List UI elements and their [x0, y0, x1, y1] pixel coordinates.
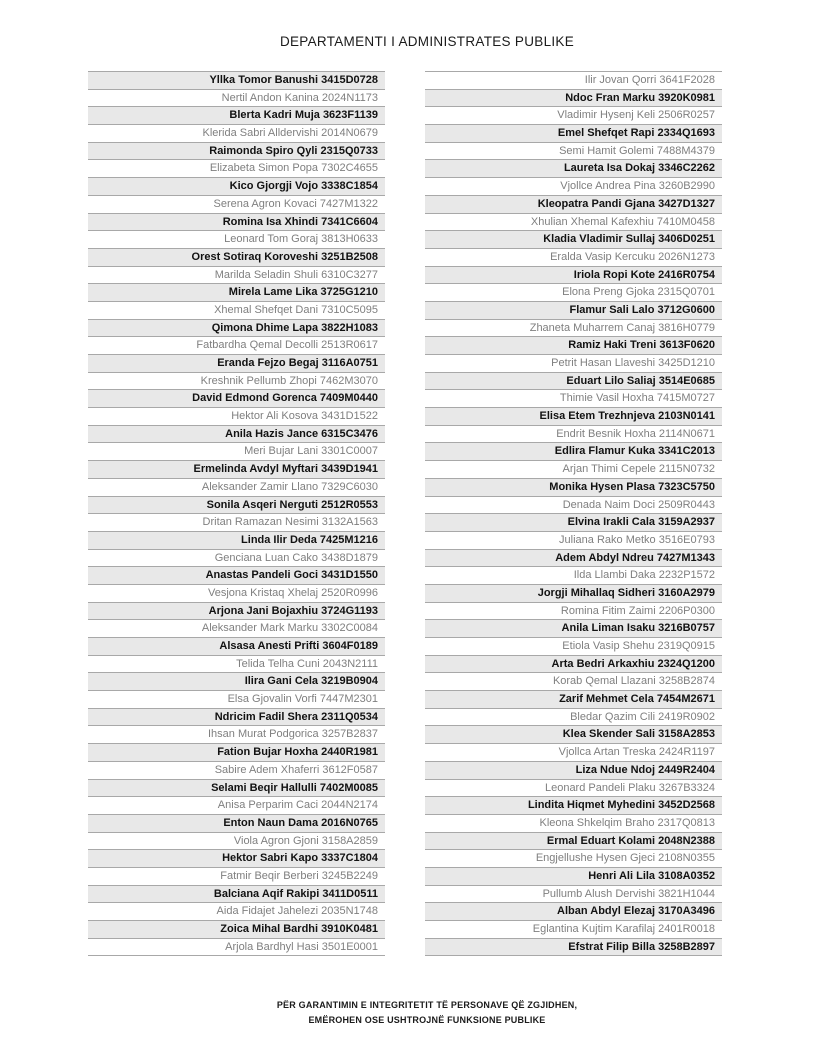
page-title: DEPARTAMENTI I ADMINISTRATES PUBLIKE [279, 34, 575, 49]
table-row: Ilira Gani Cela 3219B0904 [88, 673, 385, 691]
footer-line-2: EMËROHEN OSE USHTROJNË FUNKSIONE PUBLIKE [308, 1014, 546, 1025]
table-row: Orest Sotiraq Koroveshi 3251B2508 [88, 249, 385, 267]
table-row: Aida Fidajet Jahelezi 2035N1748 [88, 903, 385, 921]
table-row: Emel Shefqet Rapi 2334Q1693 [425, 125, 722, 143]
table-row: Arta Bedri Arkaxhiu 2324Q1200 [425, 656, 722, 674]
table-row: Adem Abdyl Ndreu 7427M1343 [425, 550, 722, 568]
table-row: Eranda Fejzo Begaj 3116A0751 [88, 355, 385, 373]
table-row: Balciana Aqif Rakipi 3411D0511 [88, 886, 385, 904]
table-row: Xhemal Shefqet Dani 7310C5095 [88, 302, 385, 320]
table-row: Laureta Isa Dokaj 3346C2262 [425, 160, 722, 178]
table-row: Ndricim Fadil Shera 2311Q0534 [88, 709, 385, 727]
roster-column-right [425, 71, 722, 956]
table-row: Henri Ali Lila 3108A0352 [425, 868, 722, 886]
table-row: Genciana Luan Cako 3438D1879 [88, 550, 385, 568]
table-row: Ramiz Haki Treni 3613F0620 [425, 337, 722, 355]
table-row: Vladimir Hysenj Keli 2506R0257 [425, 107, 722, 125]
table-row: Eduart Lilo Saliaj 3514E0685 [425, 373, 722, 391]
table-row: Aleksander Mark Marku 3302C0084 [88, 620, 385, 638]
table-row: Petrit Hasan Llaveshi 3425D1210 [425, 355, 722, 373]
table-row: Yllka Tomor Banushi 3415D0728 [88, 72, 385, 90]
table-row: Serena Agron Kovaci 7427M1322 [88, 196, 385, 214]
table-row: Ndoc Fran Marku 3920K0981 [425, 90, 722, 108]
table-row: Kladia Vladimir Sullaj 3406D0251 [425, 231, 722, 249]
table-row: Juliana Rako Metko 3516E0793 [425, 532, 722, 550]
table-row: Enton Naun Dama 2016N0765 [88, 815, 385, 833]
table-row: Leonard Tom Goraj 3813H0633 [88, 231, 385, 249]
table-row: Zarif Mehmet Cela 7454M2671 [425, 691, 722, 709]
table-row: Pullumb Alush Dervishi 3821H1044 [425, 886, 722, 904]
table-row: Lindita Hiqmet Myhedini 3452D2568 [425, 797, 722, 815]
table-row: Kico Gjorgji Vojo 3338C1854 [88, 178, 385, 196]
table-row: Elisa Etem Trezhnjeva 2103N0141 [425, 408, 722, 426]
table-row: Ilda Llambi Daka 2232P1572 [425, 567, 722, 585]
table-row: Anila Hazis Jance 6315C3476 [88, 426, 385, 444]
table-row: Eglantina Kujtim Karafilaj 2401R0018 [425, 921, 722, 939]
table-row: Flamur Sali Lalo 3712G0600 [425, 302, 722, 320]
table-row: Arjona Jani Bojaxhiu 3724G1193 [88, 603, 385, 621]
table-row: Alban Abdyl Elezaj 3170A3496 [425, 903, 722, 921]
table-row: Kleopatra Pandi Gjana 3427D1327 [425, 196, 722, 214]
table-row: Blerta Kadri Muja 3623F1139 [88, 107, 385, 125]
footer-line-1: PËR GARANTIMIN E INTEGRITETIT TË PERSONAVE QË ZGJIDHEN, [276, 1000, 578, 1010]
table-row: Zoica Mihal Bardhi 3910K0481 [88, 921, 385, 939]
table-row: Vesjona Kristaq Xhelaj 2520R0996 [88, 585, 385, 603]
table-row: Bledar Qazim Cili 2419R0902 [425, 709, 722, 727]
table-row: Anisa Perparim Caci 2044N2174 [88, 797, 385, 815]
table-row: Monika Hysen Plasa 7323C5750 [425, 479, 722, 497]
table-row: Nertil Andon Kanina 2024N1173 [88, 90, 385, 108]
table-row: Jorgji Mihallaq Sidheri 3160A2979 [425, 585, 722, 603]
table-row: Fation Bujar Hoxha 2440R1981 [88, 744, 385, 762]
table-row: Vjollce Andrea Pina 3260B2990 [425, 178, 722, 196]
roster-columns [88, 71, 722, 956]
table-row: Mirela Lame Lika 3725G1210 [88, 284, 385, 302]
table-row: Elvina Irakli Cala 3159A2937 [425, 514, 722, 532]
table-row: Hektor Ali Kosova 3431D1522 [88, 408, 385, 426]
table-row: Raimonda Spiro Qyli 2315Q0733 [88, 143, 385, 161]
table-row: Edlira Flamur Kuka 3341C2013 [425, 443, 722, 461]
table-row: Anila Liman Isaku 3216B0757 [425, 620, 722, 638]
table-row: Arjola Bardhyl Hasi 3501E0001 [88, 939, 385, 957]
table-row: Efstrat Filip Billa 3258B2897 [425, 939, 722, 957]
table-row: Engjellushe Hysen Gjeci 2108N0355 [425, 850, 722, 868]
table-row: Eralda Vasip Kercuku 2026N1273 [425, 249, 722, 267]
table-row: Etiola Vasip Shehu 2319Q0915 [425, 638, 722, 656]
table-row: Korab Qemal Llazani 3258B2874 [425, 673, 722, 691]
table-row: Sabire Adem Xhaferri 3612F0587 [88, 762, 385, 780]
table-row: Klea Skender Sali 3158A2853 [425, 726, 722, 744]
table-row: Leonard Pandeli Plaku 3267B3324 [425, 780, 722, 798]
table-row: Hektor Sabri Kapo 3337C1804 [88, 850, 385, 868]
table-row: Liza Ndue Ndoj 2449R2404 [425, 762, 722, 780]
table-row: Sonila Asqeri Nerguti 2512R0553 [88, 497, 385, 515]
table-row: Denada Naim Doci 2509R0443 [425, 497, 722, 515]
table-row: Anastas Pandeli Goci 3431D1550 [88, 567, 385, 585]
table-row: Endrit Besnik Hoxha 2114N0671 [425, 426, 722, 444]
table-row: Alsasa Anesti Prifti 3604F0189 [88, 638, 385, 656]
table-row: Dritan Ramazan Nesimi 3132A1563 [88, 514, 385, 532]
table-row: Romina Isa Xhindi 7341C6604 [88, 214, 385, 232]
table-row: Elizabeta Simon Popa 7302C4655 [88, 160, 385, 178]
table-row: Thimie Vasil Hoxha 7415M0727 [425, 390, 722, 408]
table-row: Marilda Seladin Shuli 6310C3277 [88, 267, 385, 285]
table-row: Viola Agron Gjoni 3158A2859 [88, 833, 385, 851]
table-row: Kreshnik Pellumb Zhopi 7462M3070 [88, 373, 385, 391]
table-row: Klerida Sabri Alldervishi 2014N0679 [88, 125, 385, 143]
table-row: Ermelinda Avdyl Myftari 3439D1941 [88, 461, 385, 479]
table-row: Ermal Eduart Kolami 2048N2388 [425, 833, 722, 851]
table-row: Xhulian Xhemal Kafexhiu 7410M0458 [425, 214, 722, 232]
table-row: Qimona Dhime Lapa 3822H1083 [88, 320, 385, 338]
table-row: Elona Preng Gjoka 2315Q0701 [425, 284, 722, 302]
table-row: Arjan Thimi Cepele 2115N0732 [425, 461, 722, 479]
table-row: Linda Ilir Deda 7425M1216 [88, 532, 385, 550]
table-row: Zhaneta Muharrem Canaj 3816H0779 [425, 320, 722, 338]
table-row: Vjollca Artan Treska 2424R1197 [425, 744, 722, 762]
table-row: Romina Fitim Zaimi 2206P0300 [425, 603, 722, 621]
footer-note [19, 998, 816, 1027]
table-row: Kleona Shkelqim Braho 2317Q0813 [425, 815, 722, 833]
table-row: Selami Beqir Hallulli 7402M0085 [88, 780, 385, 798]
table-row: Semi Hamit Golemi 7488M4379 [425, 143, 722, 161]
table-row: Ihsan Murat Podgorica 3257B2837 [88, 726, 385, 744]
table-row: Elsa Gjovalin Vorfi 7447M2301 [88, 691, 385, 709]
table-row: Fatmir Beqir Berberi 3245B2249 [88, 868, 385, 886]
table-row: Ilir Jovan Qorri 3641F2028 [425, 72, 722, 90]
table-row: David Edmond Gorenca 7409M0440 [88, 390, 385, 408]
table-row: Fatbardha Qemal Decolli 2513R0617 [88, 337, 385, 355]
roster-column-left [88, 71, 385, 956]
table-row: Telida Telha Cuni 2043N2111 [88, 656, 385, 674]
table-row: Iriola Ropi Kote 2416R0754 [425, 267, 722, 285]
table-row: Aleksander Zamir Llano 7329C6030 [88, 479, 385, 497]
table-row: Meri Bujar Lani 3301C0007 [88, 443, 385, 461]
